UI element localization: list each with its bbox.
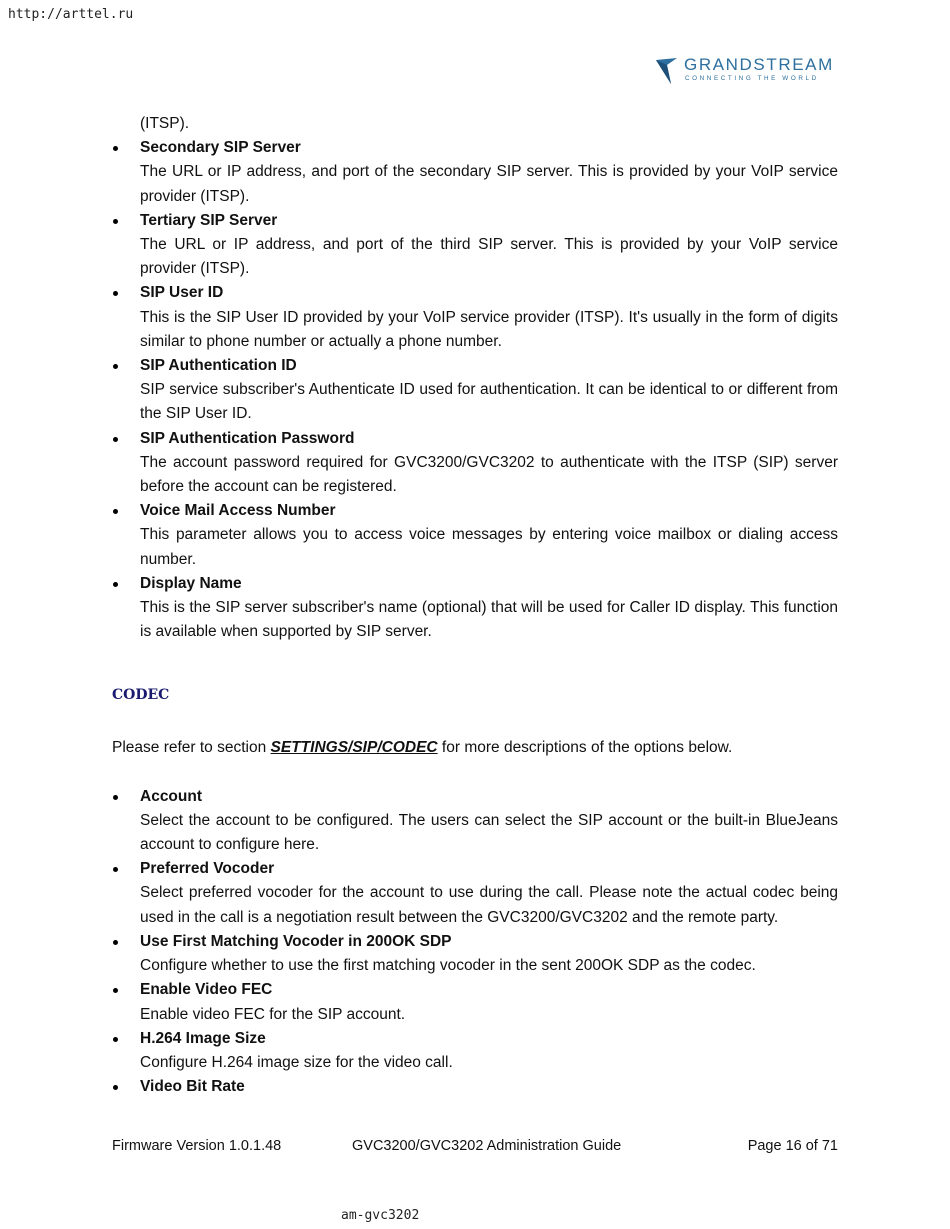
item-term: Use First Matching Vocoder in 200OK SDP [140,932,452,950]
sip-settings-list [112,136,838,644]
item-description: Enable video FEC for the SIP account. [140,1005,406,1023]
codec-intro [112,736,838,760]
item-term: Display Name [140,574,242,592]
item-term: H.264 Image Size [140,1029,266,1047]
item-description: This is the SIP User ID provided by your VoIP service provider (ITSP). It's usually in the form of digits similar to phone number or actually a phone number. [140,308,838,350]
list-item [112,785,838,858]
list-item [112,354,838,427]
item-term: SIP Authentication Password [140,429,355,447]
item-term: Video Bit Rate [140,1078,245,1096]
item-description: SIP service subscriber's Authenticate ID used for authentication. It can be identical to or different from the SIP User ID. [140,381,838,423]
logo-tagline: CONNECTING THE WORLD [685,75,819,82]
item-term: Account [140,787,202,805]
codec-intro-before: Please refer to section [112,739,271,757]
continuation-text: (ITSP). [140,115,190,132]
list-item [112,281,838,354]
item-description: The account password required for GVC3200/GVC3202 to authenticate with the ITSP (SIP) server before the account can be registered. [140,453,838,496]
item-description: This parameter allows you to access voice messages by entering voice mailbox or dialing access number. [140,526,838,568]
item-description: Configure whether to use the first matching vocoder in the sent 200OK SDP as the codec. [140,957,756,975]
list-item [112,978,838,1026]
item-description: The URL or IP address, and port of the third SIP server. This is provided by your VoIP service provider (ITSP). [140,236,838,278]
item-term: SIP Authentication ID [140,357,297,375]
item-description: Select the account to be configured. The users can select the SIP account or the built-in BlueJeans account to configure here. [140,811,838,854]
firmware-version: Firmware Version 1.0.1.48 [112,1138,282,1154]
list-item [112,930,838,978]
grandstream-swoosh-icon [653,56,681,86]
list-item [112,572,838,645]
item-term: Preferred Vocoder [140,860,275,878]
list-item [112,136,838,209]
item-description: Configure H.264 image size for the video call. [140,1053,453,1071]
codec-settings-list [112,785,838,1100]
guide-title: GVC3200/GVC3202 Administration Guide [352,1138,622,1154]
item-term: Voice Mail Access Number [140,502,336,520]
grandstream-logo [653,55,839,87]
logo-wordmark: GRANDSTREAM [684,55,834,74]
item-term: Secondary SIP Server [140,139,301,157]
item-term: Tertiary SIP Server [140,211,278,229]
list-item [112,1075,838,1099]
list-item [112,499,838,572]
list-item [112,427,838,500]
document-body [112,112,838,1099]
codec-section-link[interactable]: SETTINGS/SIP/CODEC [270,739,438,757]
codec-intro-after: for more descriptions of the options below. [437,739,733,757]
document-id: am-gvc3202 [341,1208,420,1223]
page-footer [112,1138,838,1158]
item-term: Enable Video FEC [140,981,273,999]
source-url: http://arttel.ru [8,7,134,22]
page-number: Page 16 of 71 [747,1138,838,1154]
list-item [112,209,838,282]
item-description: The URL or IP address, and port of the secondary SIP server. This is provided by your VoIP service provider (ITSP). [140,163,838,205]
codec-heading: CODEC [112,687,170,704]
item-term: SIP User ID [140,284,224,302]
list-item [112,857,838,930]
list-item [112,1027,838,1075]
item-description: This is the SIP server subscriber's name (optional) that will be used for Caller ID display. This function is available when supported by SIP server. [140,599,838,641]
item-description: Select preferred vocoder for the account to use during the call. Please note the actual codec being used in the call is a negotiation result between the GVC3200/GVC3202 and the remote party. [140,884,838,926]
